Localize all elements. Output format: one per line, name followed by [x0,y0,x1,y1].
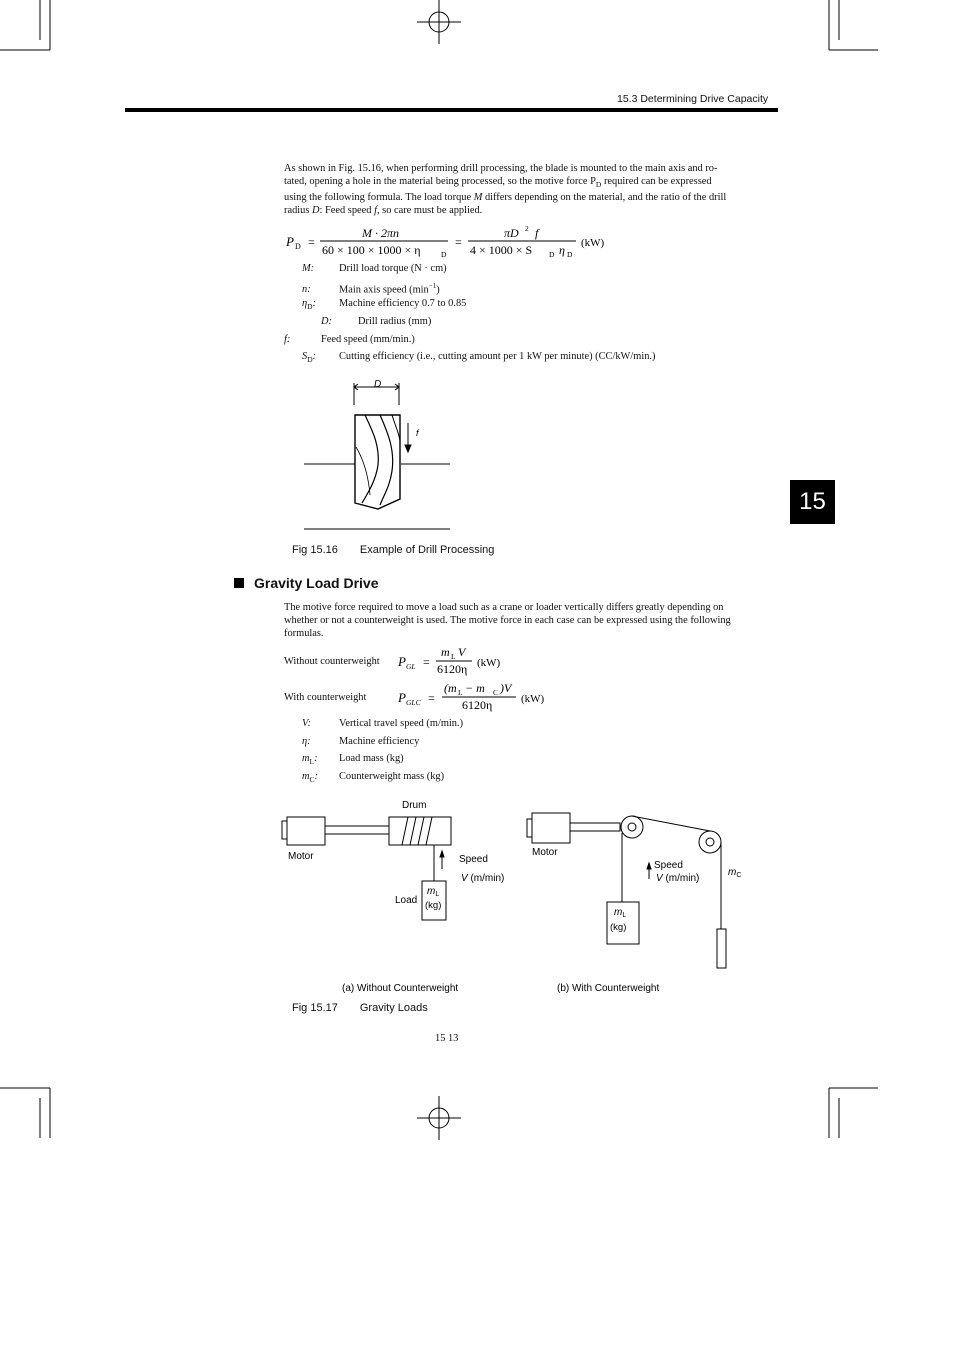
header-rule [125,108,778,112]
def-n-sup: −1 [428,282,437,290]
def-d-text: Drill radius (mm) [358,316,432,327]
drum-a [389,817,451,845]
formula-gl-num-sub: L [451,652,456,661]
formula-gl-den: 6120η [437,662,468,676]
def-m-colon: : [310,263,315,274]
formula-gl-num-tail: V [458,645,466,659]
formula-drill-lhs: P [286,234,294,249]
formula-glc-num-tail: )V [500,681,512,695]
formula-drill-lhs-sub: D [295,242,301,251]
def-sd-sym: S [302,351,308,362]
def-d-sym: D [321,316,329,327]
intro-line-1: As shown in Fig. 15.16, when performing drill processing, the blade is mounted to the main axis and ro- [284,163,718,174]
def-n-colon: : [307,284,311,296]
motor-a-endcap [282,821,287,839]
formula-drill-den2-sub1: D [549,250,555,259]
def-mc [302,770,444,786]
label-f: f [416,428,419,438]
def-f-sym: f [284,334,287,345]
formula-drill-eq2: = [455,235,462,249]
def-f-colon: : [286,334,291,345]
gravity-paragraph [284,601,776,640]
fig-15-16-caption [292,544,494,556]
sheave-b-hub [628,823,636,831]
def-d-colon: : [328,316,332,327]
def-n [302,280,440,296]
label-motor-a: Motor [288,851,314,862]
formula-glc-label: With counterweight [284,692,367,703]
def-ml [302,752,404,768]
label-speed-b: Speed [654,860,683,871]
gravity-line-3: formulas. [284,628,324,639]
fig-15-16-title: Example of Drill Processing [359,544,495,556]
label-ml-b: $m_L$ [614,907,627,919]
intro-line-4a: radius [284,205,312,217]
def-v [302,717,463,730]
formula-glc-lhs-sub: GLC [406,698,421,707]
motor-a [287,817,325,845]
def-n-text: Main axis speed (min [339,284,429,296]
formula-gl-num: m [441,645,450,659]
def-eta2-colon: : [307,736,311,747]
intro-line-2a: tated, opening a hole in the material being processed, so the motive force P [284,176,596,187]
rope-top [632,816,710,831]
fig-15-17-number: Fig 15.17 [292,1002,338,1014]
formula-drill-num2: πD [504,226,519,240]
formula-glc-num-a-sub: L [458,688,463,697]
label-ml-a: $m_L$ [427,886,440,898]
gravity-line-1: The motive force required to move a load such as a crane or loader vertically differs greatly depending on [284,602,724,613]
def-v-sym: V [302,718,308,729]
label-v-b: V (m/min) [656,873,700,884]
formula-glc-num-b-sub: C [493,688,499,697]
def-sd-text: Cutting efficiency (i.e., cutting amount per 1 kW per minute) (CC/kW/min.) [339,351,656,362]
counterweight-box [717,929,726,968]
chapter-tab: 15 [790,480,835,524]
def-m-sym: M [302,263,311,274]
def-mc-sym: m [302,771,310,782]
def-m [302,262,447,275]
intro-line-3b: differs depending on the material, and the ratio of the drill [482,192,727,204]
label-motor-b: Motor [532,847,558,858]
section-bullet-icon [234,578,244,588]
def-f [284,333,415,346]
def-ml-sub: L [309,757,315,767]
label-kg-a: (kg) [425,900,442,911]
section-title: Gravity Load Drive [254,575,379,591]
formula-drill [284,222,624,262]
subcaption-a: (a) Without Counterweight [342,983,459,994]
fig-15-16-number: Fig 15.16 [292,544,338,556]
intro-d: D [312,205,320,217]
formula-drill-den2-eta: η [559,243,565,257]
formula-drill-den2-sub2: D [567,250,573,259]
intro-line-4b: : Feed speed [319,205,375,217]
def-eta2 [302,735,419,748]
def-v-colon: : [307,718,312,729]
intro-line-3a: using the following formula. The load torque [284,192,474,204]
def-mc-sub: C [309,775,315,785]
label-d: D [374,379,382,390]
def-f-text: Feed speed (mm/min.) [321,334,415,345]
formula-gl-label: Without counterweight [284,656,380,667]
running-header: 15.3 Determining Drive Capacity [617,93,769,105]
label-drum: Drum [402,800,427,811]
intro-f: f [374,205,377,217]
formula-drill-num1: M · 2πn [362,226,400,240]
def-sd-colon: : [312,351,317,362]
def-eta2-sym: η [302,736,308,747]
formula-gl [396,642,516,680]
formula-glc [396,678,556,716]
def-eta-colon: : [312,298,317,309]
shaft-b [570,823,620,831]
fig-15-17-caption [292,1002,428,1014]
def-sd-sub: D [307,355,313,365]
formula-drill-den1-sub: D [441,250,447,259]
def-eta-text: Machine efficiency 0.7 to 0.85 [339,298,467,309]
def-ml-colon: : [314,753,318,764]
label-v-a: V (m/min) [461,873,505,884]
intro-m: M [473,192,483,204]
formula-drill-eq1: = [308,235,315,249]
label-mc: $m_C$ [728,867,742,879]
formula-drill-num2-tail: f [535,226,539,240]
def-eta-sym: η [302,298,308,309]
gravity-figure [270,795,770,995]
formula-drill-den1: 60 × 100 × 1000 × η [322,243,421,257]
intro-line-4c: , so care must be applied. [376,205,483,217]
drill-figure [300,375,460,535]
def-sd [302,350,655,366]
def-eta-sub: D [307,302,313,312]
formula-glc-num-b: − m [465,681,485,695]
gravity-line-2: whether or not a counterweight is used. The motive force in each case can be expressed using the following [284,615,731,626]
formula-glc-lhs: P [398,690,406,705]
formula-glc-unit: (kW) [521,693,545,705]
motor-b-endcap [527,819,532,837]
intro-paragraph [284,162,776,217]
formula-drill-den2: 4 × 1000 × S [470,243,533,257]
formula-gl-eq: = [423,655,430,669]
label-kg-b: (kg) [610,922,627,933]
formula-gl-lhs: P [398,654,406,669]
def-ml-sym: m [302,753,310,764]
formula-glc-num-a: (m [444,681,457,695]
def-n-tail: ) [436,284,440,296]
formula-glc-den: 6120η [462,698,493,712]
formula-gl-lhs-sub: GL [406,662,416,671]
page-number: 15 13 [435,1033,459,1044]
def-mc-colon: : [314,771,318,782]
formula-glc-eq: = [428,691,435,705]
def-m-text: Drill load torque (N · cm) [339,263,447,274]
formula-drill-num2-sup: 2 [525,224,529,233]
def-mc-text: Counterweight mass (kg) [339,771,445,782]
subcaption-b: (b) With Counterweight [557,983,660,994]
label-speed-a: Speed [459,854,488,865]
def-v-text: Vertical travel speed (m/min.) [339,718,464,729]
intro-pd-sub: D [595,180,602,190]
motor-b [532,813,570,843]
intro-line-2b: required can be expressed [601,176,712,187]
section-heading [234,575,379,591]
formula-drill-unit: (kW) [581,237,605,249]
def-d [321,315,431,328]
pulley-b-hub [706,838,714,846]
def-n-sym: n [302,284,308,296]
def-eta [302,297,466,313]
fig-15-17-title: Gravity Loads [359,1002,428,1014]
label-load: Load [395,895,418,906]
def-ml-text: Load mass (kg) [339,753,404,764]
formula-gl-unit: (kW) [477,657,501,669]
def-eta2-text: Machine efficiency [339,736,420,747]
shaft-a [325,826,389,834]
